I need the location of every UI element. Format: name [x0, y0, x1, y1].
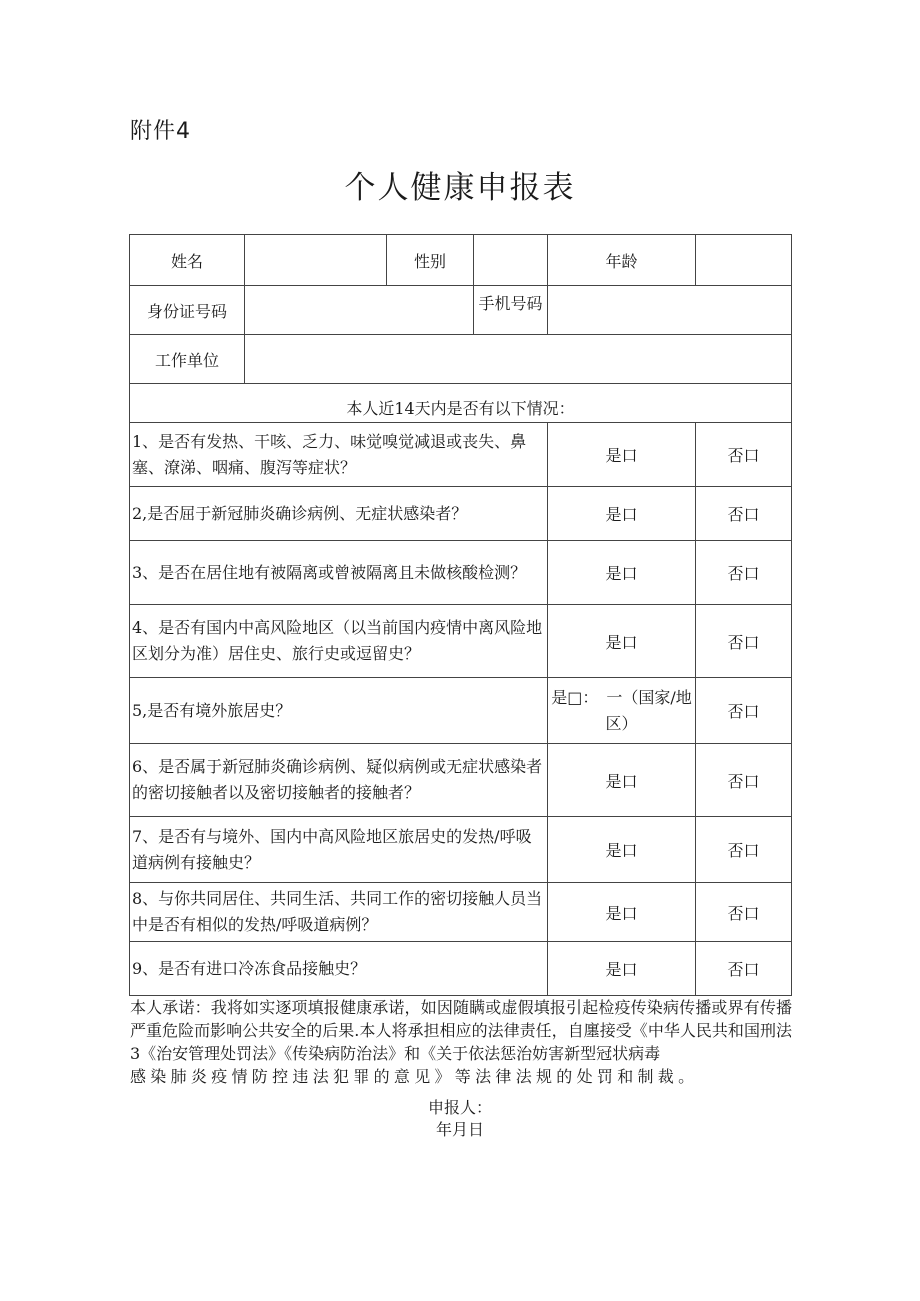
question-text: 8、与你共同居住、共同生活、共同工作的密切接触人员当中是否有相似的发热/呼吸道病例？	[130, 883, 548, 942]
gender-field[interactable]	[474, 235, 548, 286]
question-row	[130, 942, 792, 996]
question-row	[130, 744, 792, 817]
question-text: 3、是否在居住地有被隔离或曾被隔离且未做核酸检测？	[130, 541, 548, 605]
health-declaration-table	[129, 234, 792, 996]
name-label: 姓名	[130, 235, 245, 286]
page-title: 个人健康申报表	[344, 170, 576, 206]
question-text: 6、是否属于新冠肺炎确诊病例、疑似病例或无症状感染者的密切接触者以及密切接触者的接触者？	[130, 744, 548, 817]
question-row	[130, 678, 792, 744]
section-heading: 本人近14天内是否有以下情况：	[130, 384, 792, 423]
yes-checkbox[interactable]: 是口	[548, 605, 696, 678]
no-checkbox[interactable]: 否口	[696, 605, 792, 678]
employer-label: 工作单位	[130, 335, 245, 384]
no-checkbox[interactable]: 否口	[696, 817, 792, 883]
question-row	[130, 541, 792, 605]
no-checkbox[interactable]: 否口	[696, 942, 792, 996]
no-checkbox[interactable]: 否口	[696, 678, 792, 744]
id-number-field[interactable]	[245, 286, 474, 335]
employer-field[interactable]	[245, 335, 792, 384]
no-checkbox[interactable]: 否口	[696, 541, 792, 605]
pledge-text-last-line: 感染肺炎疫情防控违法犯罪的意见》等法律法规的处罚和制裁。	[130, 1067, 699, 1086]
no-checkbox[interactable]: 否口	[696, 744, 792, 817]
question-text: 5,是否有境外旅居史？	[130, 678, 548, 744]
yes-checkbox[interactable]: 是口	[548, 883, 696, 942]
yes-checkbox-country[interactable]: 是□： 一（国家/地区）	[548, 678, 696, 744]
question-text: 4、是否有国内中高风险地区（以当前国内疫情中离风险地区划分为准）居住史、旅行史或逗留史？	[130, 605, 548, 678]
yes-checkbox[interactable]: 是口	[548, 487, 696, 541]
question-text: 7、是否有与境外、国内中高风险地区旅居史的发热/呼吸道病例有接触史？	[130, 817, 548, 883]
question-text: 1、是否有发热、干咳、乏力、味觉嗅觉减退或丧失、鼻塞、潦涕、咽痛、腹泻等症状？	[130, 423, 548, 487]
yes-checkbox[interactable]: 是口	[548, 541, 696, 605]
question-row	[130, 883, 792, 942]
attachment-label: 附件4	[130, 119, 191, 144]
question-row	[130, 817, 792, 883]
no-checkbox[interactable]: 否口	[696, 423, 792, 487]
yes-checkbox[interactable]: 是口	[548, 423, 696, 487]
signer-label: 申报人：	[427, 1098, 492, 1117]
age-field[interactable]	[696, 235, 792, 286]
pledge-text: 本人承诺：我将如实逐项填报健康承诺，如因随瞒或虚假填报引起检疫传染病传播或界有传播严重危险而影响公共安全的后果.本人将承担相应的法律责任，自廛接受《中华人民共和国刑法3《治安管理处罚法》《传染病防治法》和《关于依法惩治妨害新型冠状病毒	[130, 998, 792, 1063]
no-checkbox[interactable]: 否口	[696, 487, 792, 541]
phone-label: 手机号码	[474, 286, 548, 335]
question-text: 2,是否屈于新冠肺炎确诊病例、无症状感染者？	[130, 487, 548, 541]
question-row	[130, 487, 792, 541]
phone-field[interactable]	[548, 286, 792, 335]
yes-checkbox[interactable]: 是口	[548, 817, 696, 883]
date-label: 年月日	[435, 1120, 484, 1139]
yes-checkbox[interactable]: 是口	[548, 744, 696, 817]
id-number-label: 身份证号码	[130, 286, 245, 335]
no-checkbox[interactable]: 否口	[696, 883, 792, 942]
age-label: 年龄	[548, 235, 696, 286]
question-text: 9、是否有进口冷冻食品接触史？	[130, 942, 548, 996]
question-row	[130, 423, 792, 487]
question-row	[130, 605, 792, 678]
gender-label: 性别	[387, 235, 474, 286]
yes-checkbox[interactable]: 是口	[548, 942, 696, 996]
name-field[interactable]	[245, 235, 387, 286]
